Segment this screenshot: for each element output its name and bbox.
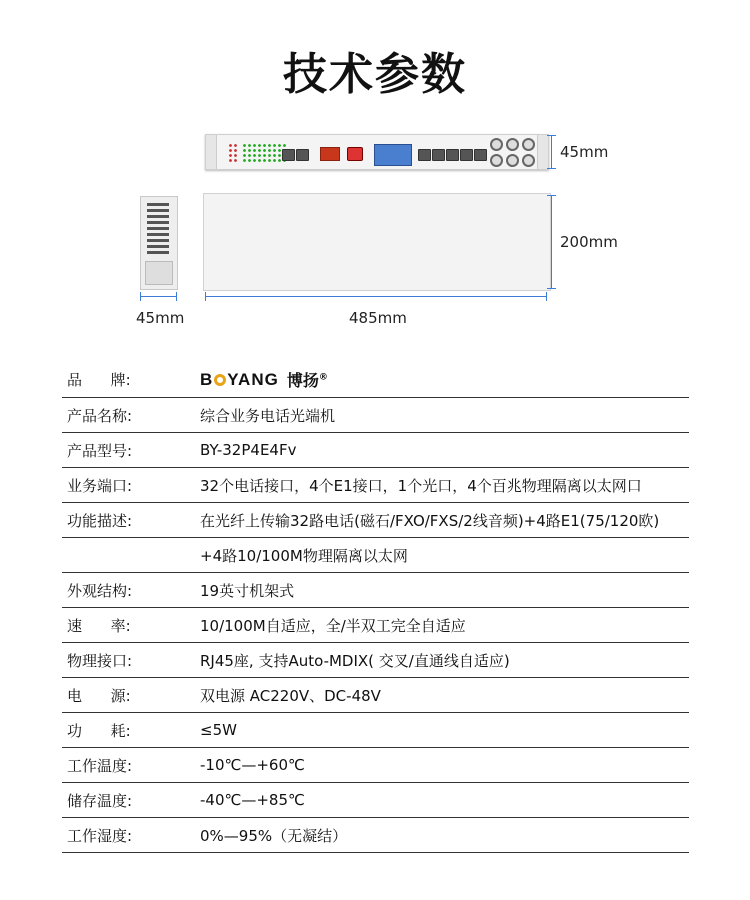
dimension-tick [547, 195, 556, 196]
rj45-port [282, 149, 295, 161]
page-title: 技术参数 [283, 49, 467, 100]
dimension-line-height [551, 135, 552, 169]
bnc-connector [522, 138, 535, 151]
spec-row [62, 783, 689, 818]
bnc-connector [506, 154, 519, 167]
spec-value: 0%—95%（无凝结） [200, 826, 348, 845]
dimension-line-width [205, 296, 547, 297]
dimension-tick [546, 292, 547, 301]
device-front-panel [205, 134, 549, 170]
brand-prefix: B [200, 369, 214, 389]
spec-row-brand [62, 362, 689, 398]
power-switch [347, 147, 363, 161]
bnc-connector [506, 138, 519, 151]
spec-value: 10/100M自适应，全/半双工完全自适应 [200, 616, 466, 635]
spec-value: ≤5W [200, 721, 237, 739]
spec-value: RJ45座, 支持Auto-MDIX( 交叉/直通线自适应) [200, 651, 510, 670]
lcd-display [374, 144, 412, 166]
spec-row [62, 398, 689, 433]
bnc-connector [490, 154, 503, 167]
device-side-view [140, 196, 178, 290]
side-bracket [145, 261, 173, 285]
spec-row [62, 608, 689, 643]
spec-row [62, 818, 689, 853]
spec-label: 功能描述: [67, 511, 133, 530]
spec-label: 外观结构: [67, 581, 133, 600]
spec-value: -40℃—+85℃ [200, 791, 305, 809]
spec-row [62, 678, 689, 713]
dimension-tick [547, 288, 556, 289]
dimension-tick [547, 135, 556, 136]
dimension-tick [547, 168, 556, 169]
dimension-tick [205, 292, 206, 301]
dimension-label-depth: 200mm [560, 233, 618, 251]
dimension-label-side-width: 45mm [136, 309, 185, 327]
spec-label: 业务端口: [67, 476, 133, 495]
bnc-connector [490, 138, 503, 151]
rj45-port [296, 149, 309, 161]
spec-row [62, 538, 689, 573]
spec-label: 工作温度: [67, 756, 133, 775]
spec-label: 电 源: [67, 686, 131, 705]
bnc-connector [522, 154, 535, 167]
spec-label: 物理接口: [67, 651, 133, 670]
spec-row [62, 573, 689, 608]
spec-value: 双电源 AC220V、DC-48V [200, 686, 381, 705]
dimension-line-depth [551, 195, 552, 289]
brand-logo [200, 368, 689, 391]
rj45-port [418, 149, 431, 161]
spec-value: BY-32P4E4Fv [200, 441, 297, 459]
spec-row [62, 433, 689, 468]
spec-label: 功 耗: [67, 721, 131, 740]
spec-row [62, 468, 689, 503]
dimension-line-side-width [140, 296, 176, 297]
rack-ear-left [206, 135, 217, 169]
vent-grille [147, 203, 169, 255]
spec-label: 产品型号: [67, 441, 133, 460]
brand-suffix: YANG [227, 369, 279, 389]
spec-table [62, 362, 689, 853]
spec-label: 品 牌: [67, 371, 131, 389]
brand-cn-text: 博扬 [286, 371, 319, 390]
led-indicators-red [228, 143, 238, 163]
dimension-tick [140, 292, 141, 301]
dip-switch [320, 147, 340, 161]
brand-o-icon [214, 374, 226, 386]
brand-name-en [200, 370, 279, 390]
device-top-view [203, 193, 551, 291]
spec-label: 工作湿度: [67, 826, 133, 845]
spec-value: +4路10/100M物理隔离以太网 [200, 546, 408, 565]
rj45-port [460, 149, 473, 161]
spec-value: -10℃—+60℃ [200, 756, 305, 774]
registered-mark: ® [318, 372, 328, 383]
rack-ear-right [537, 135, 548, 169]
spec-label: 产品名称: [67, 406, 133, 425]
dimension-label-height: 45mm [560, 143, 609, 161]
spec-label: 储存温度: [67, 791, 133, 810]
spec-value: 19英寸机架式 [200, 581, 295, 600]
rj45-port [474, 149, 487, 161]
spec-row [62, 643, 689, 678]
spec-row [62, 503, 689, 538]
dimension-label-width: 485mm [349, 309, 407, 327]
spec-value: 综合业务电话光端机 [200, 406, 336, 425]
spec-value: 32个电话接口，4个E1接口，1个光口，4个百兆物理隔离以太网口 [200, 476, 642, 495]
spec-row [62, 748, 689, 783]
spec-row [62, 713, 689, 748]
brand-name-cn [287, 368, 328, 391]
spec-label: 速 率: [67, 616, 131, 635]
spec-value: 在光纤上传输32路电话(磁石/FXO/FXS/2线音频)+4路E1(75/120欧) [200, 511, 660, 530]
rj45-port [432, 149, 445, 161]
dimension-tick [176, 292, 177, 301]
rj45-port [446, 149, 459, 161]
